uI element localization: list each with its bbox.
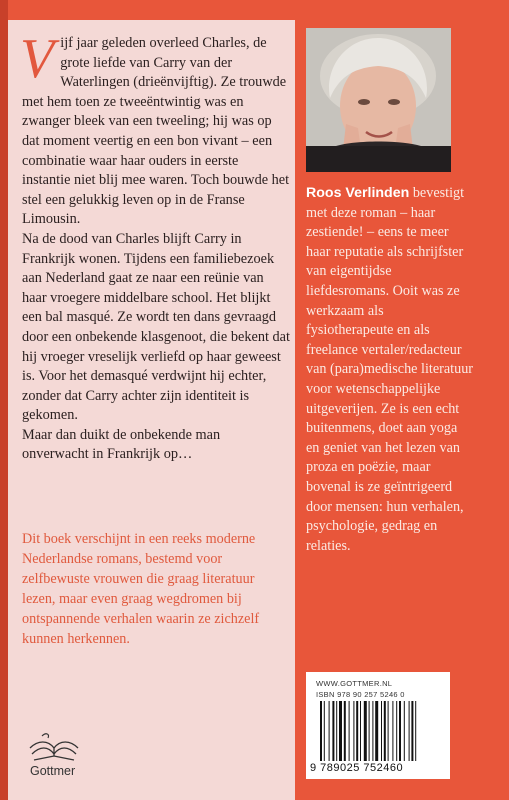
drop-cap: V	[20, 28, 55, 90]
barcode-icon	[318, 701, 442, 765]
author-bio-text: bevestigt met deze roman – haar zestiende! – eens te meer haar reputatie als schrijfster van eigentijdse liefdesromans. Ooit was ze werkzaam als fysiotherapeute en als freelance vertaler/redacteur van (para)medische literatuur voor wetenschappelijke uitgeverijen. Ze is een echt buitenmens, doet aan yoga en geniet van het lezen van proza en poëzie, maar bovenal is ze geïntrigeerd door mensen: hun verhalen, psychologie, gedrag en relaties.	[306, 185, 474, 554]
author-photo	[306, 28, 451, 172]
synopsis-paragraph-2: Na de dood van Charles blijft Carry in Frankrijk wonen. Tijdens een familiebezoek aan Nederland gaat ze naar een reünie van haar vroegere middelbare school. Het blijkt een bal masqué. Ze wordt ten dans gevraagd door een onbekende klasgenoot, die bekent dat hij vroeger vreselijk verliefd op haar geweest is. Voor het demasqué verdwijnt hij echter, zonder dat Carry achter zijn identiteit is gekomen.	[22, 230, 290, 424]
publisher-name: Gottmer	[30, 764, 76, 778]
book-spine-edge	[0, 0, 8, 800]
isbn-box	[306, 672, 450, 779]
author-bio	[306, 184, 474, 556]
series-blurb: Dit boek verschijnt in een reeks moderne Nederlandse romans, bestemd voor zelfbewuste vrouwen die graag literatuur lezen, maar even graag wegdromen bij ontspannende verhalen waarin ze zichzelf kunnen herkennen.	[22, 531, 260, 647]
publisher-website: WWW.GOTTMER.NL	[316, 679, 393, 688]
barcode-number: 9 789025 752460	[310, 762, 404, 774]
author-name: Roos Verlinden	[306, 185, 410, 201]
synopsis-text	[20, 28, 290, 465]
isbn-number: ISBN 978 90 257 5246 0	[316, 690, 405, 699]
synopsis-paragraph-1: ijf jaar geleden overleed Charles, de grote liefde van Carry van der Waterlingen (drieënvijftig). Ze trouwde met hem toen ze tweeëntwintig was en zwanger bleek van een tweeling; hij was op dat moment veertig en een bon vivant – een combinatie waar haar ouders in eerste instantie niet blij mee waren. Toch bouwde het stel een gelukkig leven op in de Franse Limousin.	[22, 35, 290, 228]
synopsis-paragraph-3: Maar dan duikt de onbekende man onverwacht in Frankrijk op…	[22, 426, 221, 463]
